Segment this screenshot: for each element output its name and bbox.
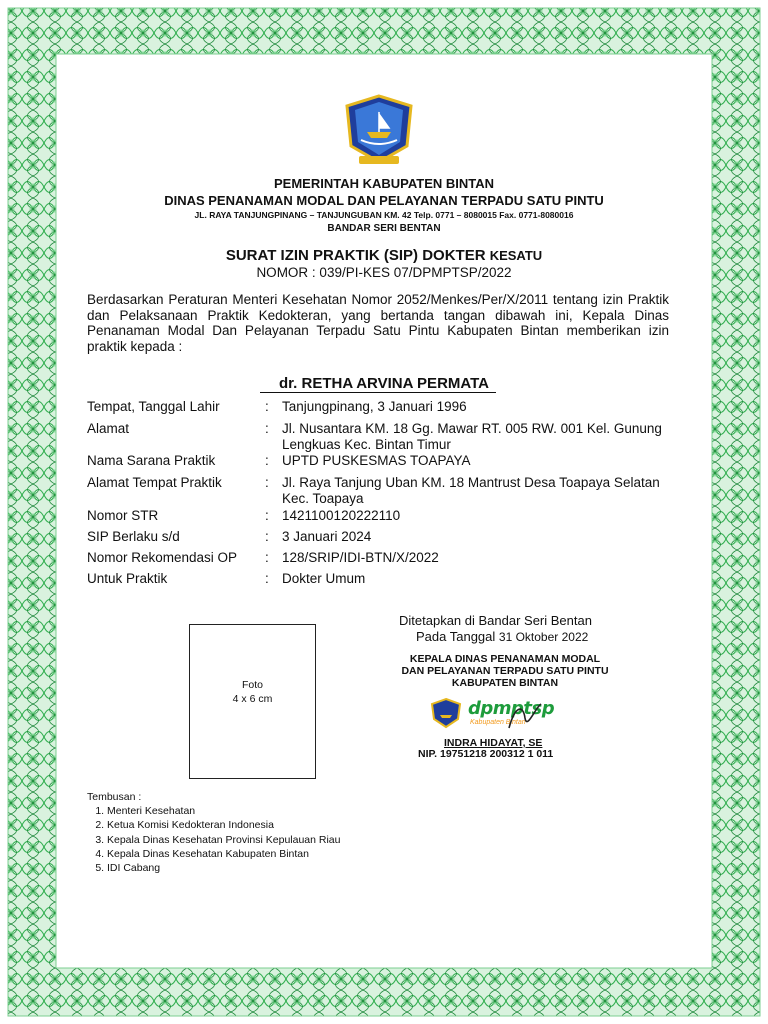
detail-value: Tanjungpinang, 3 Januari 1996	[282, 399, 467, 414]
header-government: PEMERINTAH KABUPATEN BINTAN	[273, 176, 495, 191]
detail-colon: :	[265, 508, 269, 523]
detail-label: Alamat	[87, 421, 130, 436]
document-number: NOMOR : 039/PI-KES 07/DPMPTSP/2022	[256, 265, 512, 280]
detail-value: 128/SRIP/IDI-BTN/X/2022	[282, 550, 439, 565]
detail-colon: :	[265, 550, 269, 565]
header-city: BANDAR SERI BENTAN	[327, 223, 441, 234]
signer-nip: NIP. 19751218 200312 1 011	[418, 748, 554, 760]
list-item: 1. Menteri Kesehatan	[107, 804, 341, 818]
detail-colon: :	[265, 421, 269, 436]
detail-label: SIP Berlaku s/d	[87, 529, 180, 544]
detail-value: Jl. Raya Tanjung Uban KM. 18 Mantrust Desa Toapaya Selatan Kec. Toapaya	[282, 475, 660, 506]
signer-position	[380, 653, 630, 689]
detail-label: Nomor Rekomendasi OP	[87, 550, 238, 565]
signature-place: Ditetapkan di Bandar Seri Bentan	[399, 613, 592, 628]
detail-value: 1421100120222110	[282, 508, 401, 523]
title-suffix: KESATU	[489, 248, 543, 263]
detail-label: Untuk Praktik	[87, 571, 168, 586]
document-title	[0, 247, 768, 264]
dpmptsp-stamp-subtitle: Kabupaten Bintan	[470, 719, 526, 726]
photo-label: Foto	[241, 679, 263, 691]
detail-label: Alamat Tempat Praktik	[87, 475, 222, 490]
detail-label: Tempat, Tanggal Lahir	[87, 399, 220, 414]
holder-name: dr. RETHA ARVINA PERMATA	[278, 375, 489, 392]
detail-value: Dokter Umum	[282, 571, 366, 586]
holder-name-underline	[260, 392, 496, 393]
header-agency: DINAS PENANAMAN MODAL DAN PELAYANAN TERPADU SATU PINTU	[164, 193, 604, 208]
bintan-regency-logo	[337, 92, 421, 170]
signer-position-line3: KABUPATEN BINTAN	[451, 677, 559, 689]
detail-value: Jl. Nusantara KM. 18 Gg. Mawar RT. 005 RW. 001 Kel. Gunung Lengkuas Kec. Bintan Timur	[282, 421, 662, 452]
small-regency-logo	[428, 697, 464, 729]
signer-position-line1: KEPALA DINAS PENANAMAN MODAL	[409, 653, 601, 665]
detail-value: 3 Januari 2024	[282, 529, 372, 544]
signature-date: 31 Oktober 2022	[498, 630, 589, 644]
detail-label: Nomor STR	[87, 508, 159, 523]
signature-date-label: Pada Tanggal	[416, 629, 496, 644]
detail-colon: :	[265, 399, 269, 414]
copy-to-title: Tembusan :	[87, 791, 142, 803]
detail-value: UPTD PUSKESMAS TOAPAYA	[282, 453, 471, 468]
header-address: JL. RAYA TANJUNGPINANG – TANJUNGUBAN KM. 42 Telp. 0771 – 8080015 Fax. 0771-8080016	[194, 210, 574, 220]
handwritten-signature	[505, 700, 545, 734]
intro-paragraph: Berdasarkan Peraturan Menteri Kesehatan Nomor 2052/Menkes/Per/X/2011 tentang izin Praktik dan Pelaksanaan Praktik Kedokteran, yang bertanda tangan dibawah ini, Kepala Dinas Penanaman Modal Dan Pelayanan Terpadu Satu Pintu Kabupaten Bintan memberikan izin praktik kepada :	[87, 292, 669, 354]
photo-placeholder	[189, 624, 316, 779]
list-item: 5. IDI Cabang	[107, 861, 341, 875]
dpmptsp-stamp-text: dpmptsp	[468, 698, 555, 719]
detail-colon: :	[265, 453, 269, 468]
copy-to-section	[87, 790, 341, 875]
detail-colon: :	[265, 529, 269, 544]
signer-name: INDRA HIDAYAT, SE	[444, 737, 543, 749]
detail-colon: :	[265, 571, 269, 586]
copy-to-list	[87, 804, 341, 875]
title-main: SURAT IZIN PRAKTIK (SIP) DOKTER	[225, 247, 486, 264]
detail-label: Nama Sarana Praktik	[87, 453, 216, 468]
detail-colon: :	[265, 475, 269, 490]
list-item: 3. Kepala Dinas Kesehatan Provinsi Kepulauan Riau	[107, 833, 341, 847]
signature-date-line	[416, 629, 588, 644]
signer-position-line2: DAN PELAYANAN TERPADU SATU PINTU	[401, 665, 609, 677]
list-item: 2. Ketua Komisi Kedokteran Indonesia	[107, 818, 341, 832]
photo-size: 4 x 6 cm	[232, 693, 273, 705]
list-item: 4. Kepala Dinas Kesehatan Kabupaten Bintan	[107, 847, 341, 861]
